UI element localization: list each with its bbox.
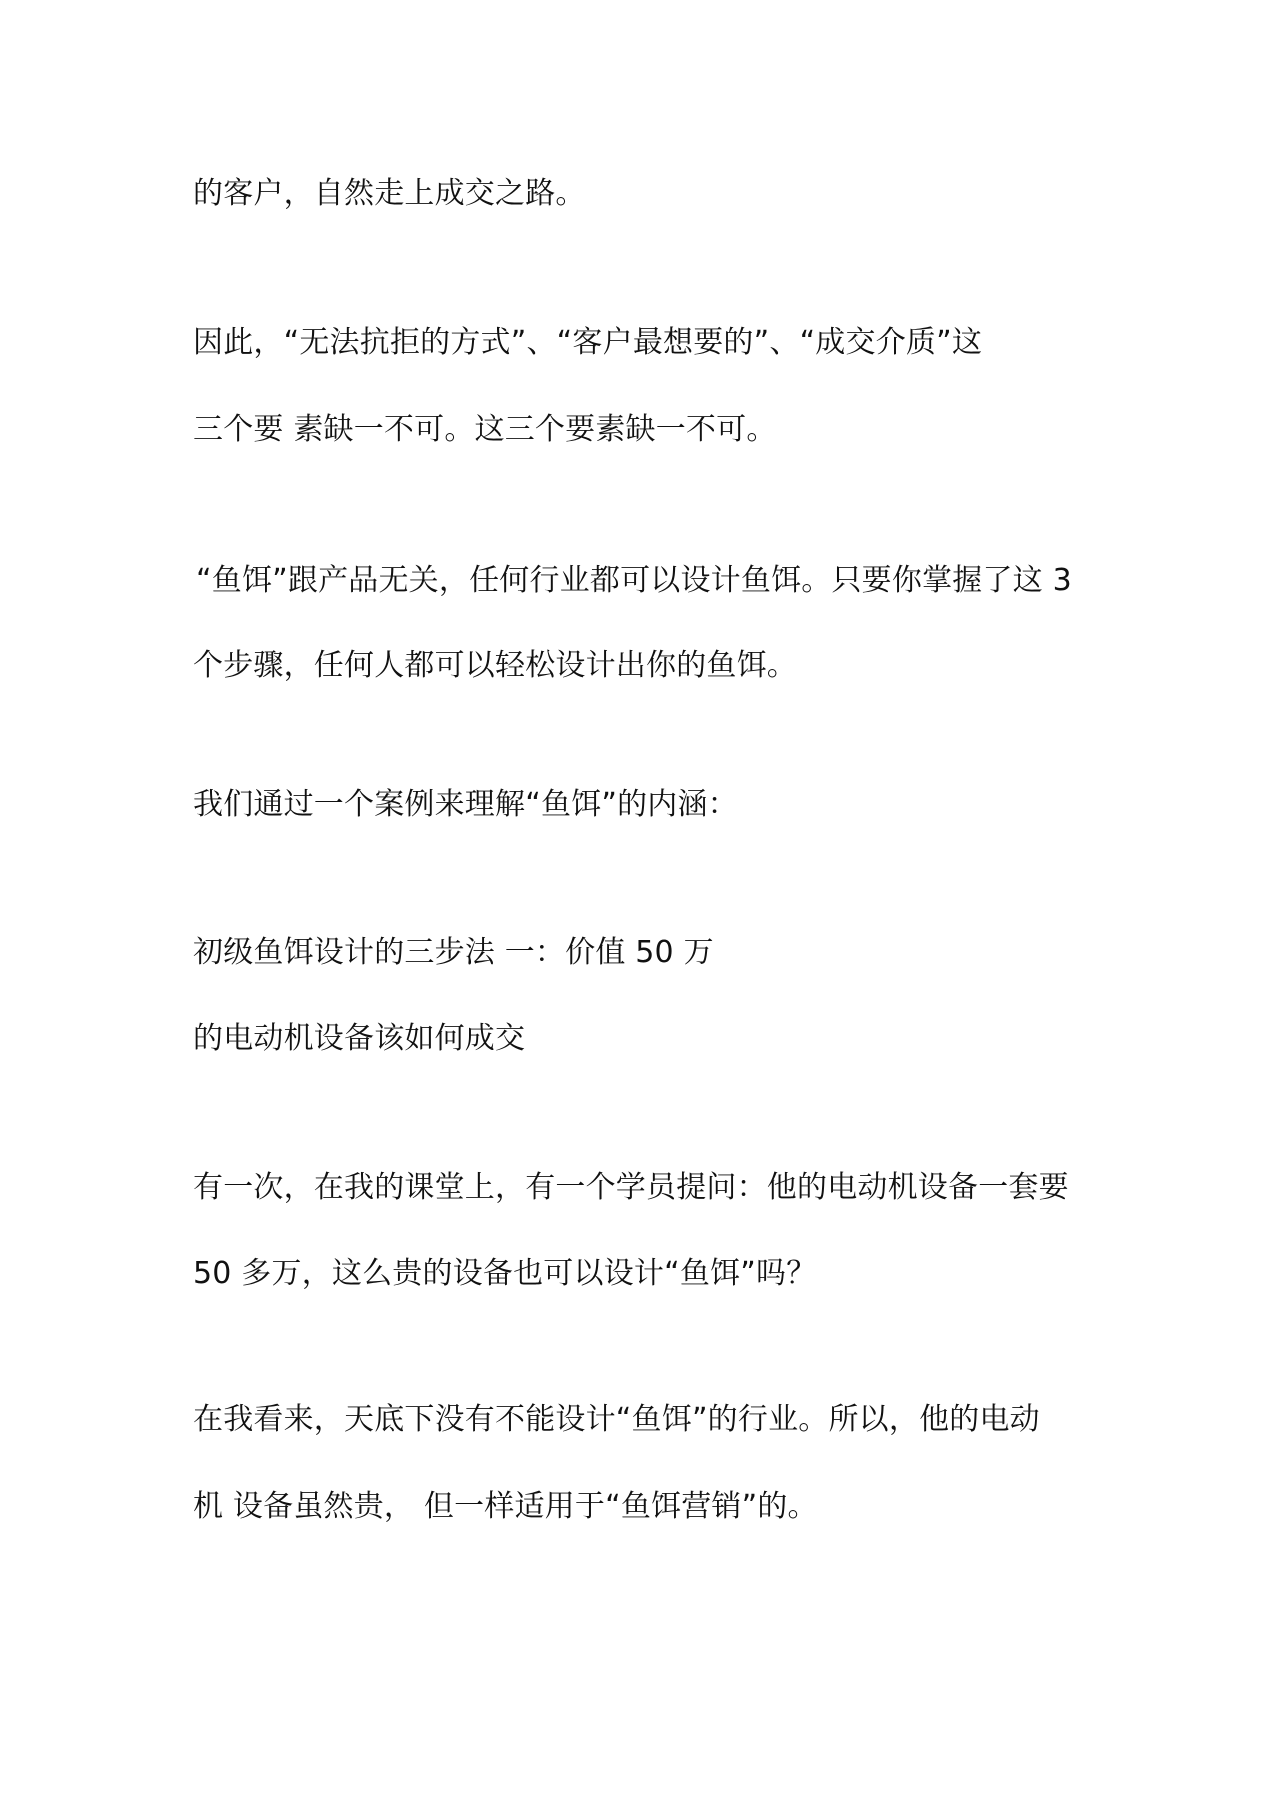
paragraph-line: 我们通过一个案例来理解“鱼饵”的内涵： — [193, 787, 738, 822]
heading-line: 初级鱼饵设计的三步法 一：价值 50 万 — [193, 935, 714, 970]
paragraph-line: 三个要 素缺一不可。这三个要素缺一不可。 — [193, 412, 777, 447]
paragraph-line: 在我看来，天底下没有不能设计“鱼饵”的行业。所以，他的电动 — [193, 1402, 1040, 1437]
paragraph-line: “鱼饵”跟产品无关，任何行业都可以设计鱼饵。只要你掌握了这 3 — [196, 563, 1072, 598]
heading-line: 的电动机设备该如何成交 — [193, 1021, 526, 1056]
paragraph-line: 50 多万，这么贵的设备也可以设计“鱼饵”吗？ — [193, 1256, 817, 1291]
paragraph-line: 的客户，自然走上成交之路。 — [193, 176, 586, 211]
paragraph-line: 机 设备虽然贵， 但一样适用于“鱼饵营销”的。 — [193, 1489, 818, 1524]
paragraph-line: 个步骤，任何人都可以轻松设计出你的鱼饵。 — [193, 648, 797, 683]
paragraph-line: 因此，“无法抗拒的方式”、“客户最想要的”、“成交介质”这 — [193, 325, 983, 360]
paragraph-line: 有一次，在我的课堂上，有一个学员提问：他的电动机设备一套要 — [193, 1170, 1069, 1205]
